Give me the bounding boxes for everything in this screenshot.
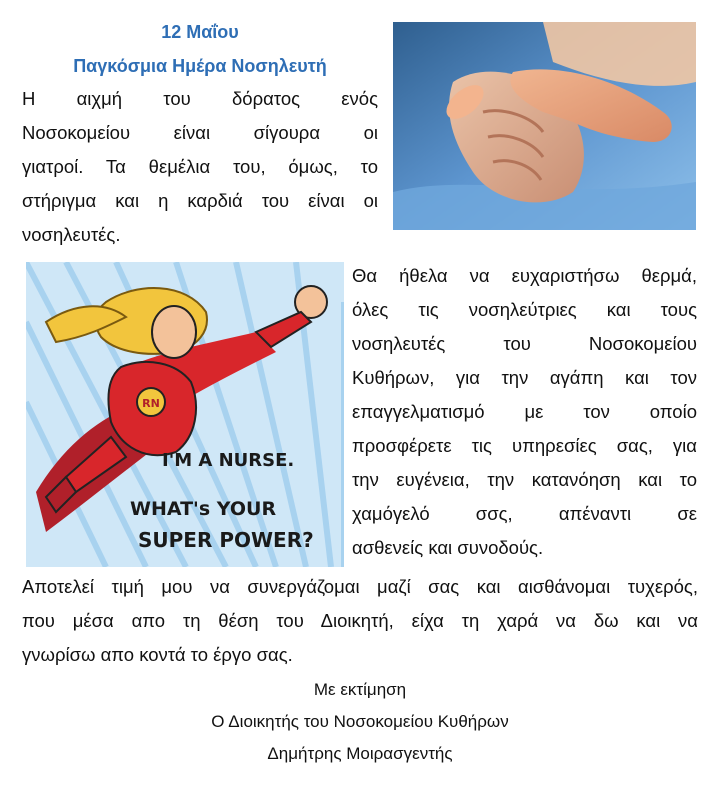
- superhero-nurse-illustration: [26, 262, 344, 567]
- paragraph-line: όλες τις νοσηλεύτριες και τους: [352, 299, 697, 320]
- paragraph-line: ασθενείς και συνοδούς.: [352, 537, 544, 558]
- signature-closing: Με εκτίμηση: [313, 680, 407, 699]
- thanks-paragraph: [352, 259, 697, 565]
- nurse-poster-image: [26, 262, 344, 567]
- paragraph-line: νοσηλευτές του Νοσοκομείου: [352, 333, 697, 354]
- poster-line-2: WHAT's YOUR: [130, 498, 277, 520]
- paragraph-line: Η αιχμή του δόρατος ενός: [22, 88, 378, 109]
- paragraph-line: στήριγμα και η καρδιά του είναι οι: [22, 190, 378, 211]
- paragraph-line: επαγγελματισμό με τον οποίο: [352, 401, 697, 422]
- signature-name: Δημήτρης Μοιρασγεντής: [267, 744, 453, 763]
- title-heading: Παγκόσμια Ημέρα Νοσηλευτή: [73, 56, 327, 76]
- paragraph-line: Αποτελεί τιμή μου να συνεργάζομαι μαζί σας και αισθάνομαι τυχερός,: [22, 576, 698, 597]
- paragraph-line: γιατροί. Τα θεμέλια του, όμως, το: [22, 156, 378, 177]
- closing-paragraph: [22, 570, 698, 672]
- rn-badge: RN: [142, 397, 160, 410]
- date-heading: 12 Μαΐου: [161, 22, 239, 42]
- paragraph-line: Κυθήρων, για την αγάπη και τον: [352, 367, 697, 388]
- intro-paragraph: [22, 82, 378, 252]
- paragraph-line: γνωρίσω απο κοντά το έργο σας.: [22, 644, 293, 665]
- signature-role: Ο Διοικητής του Νοσοκομείου Κυθήρων: [211, 712, 509, 731]
- poster-line-3: SUPER POWER?: [138, 528, 314, 552]
- paragraph-line: Νοσοκομείου είναι σίγουρα οι: [22, 122, 378, 143]
- holding-hands-illustration: [393, 22, 696, 230]
- paragraph-line: που μέσα απο τη θέση του Διοικητή, είχα τη χαρά να δω και να: [22, 610, 698, 631]
- paragraph-line: νοσηλευτές.: [22, 224, 121, 245]
- paragraph-line: Θα ήθελα να ευχαριστήσω θερμά,: [352, 265, 697, 286]
- poster-line-1: I'M A NURSE.: [162, 450, 295, 471]
- paragraph-line: χαμόγελό σσς, απέναντι σε: [352, 503, 697, 524]
- holding-hands-photo: [393, 22, 696, 230]
- paragraph-line: την ευγένεια, την κατανόηση και το: [352, 469, 697, 490]
- paragraph-line: προσφέρετε τις υπηρεσίες σας, για: [352, 435, 697, 456]
